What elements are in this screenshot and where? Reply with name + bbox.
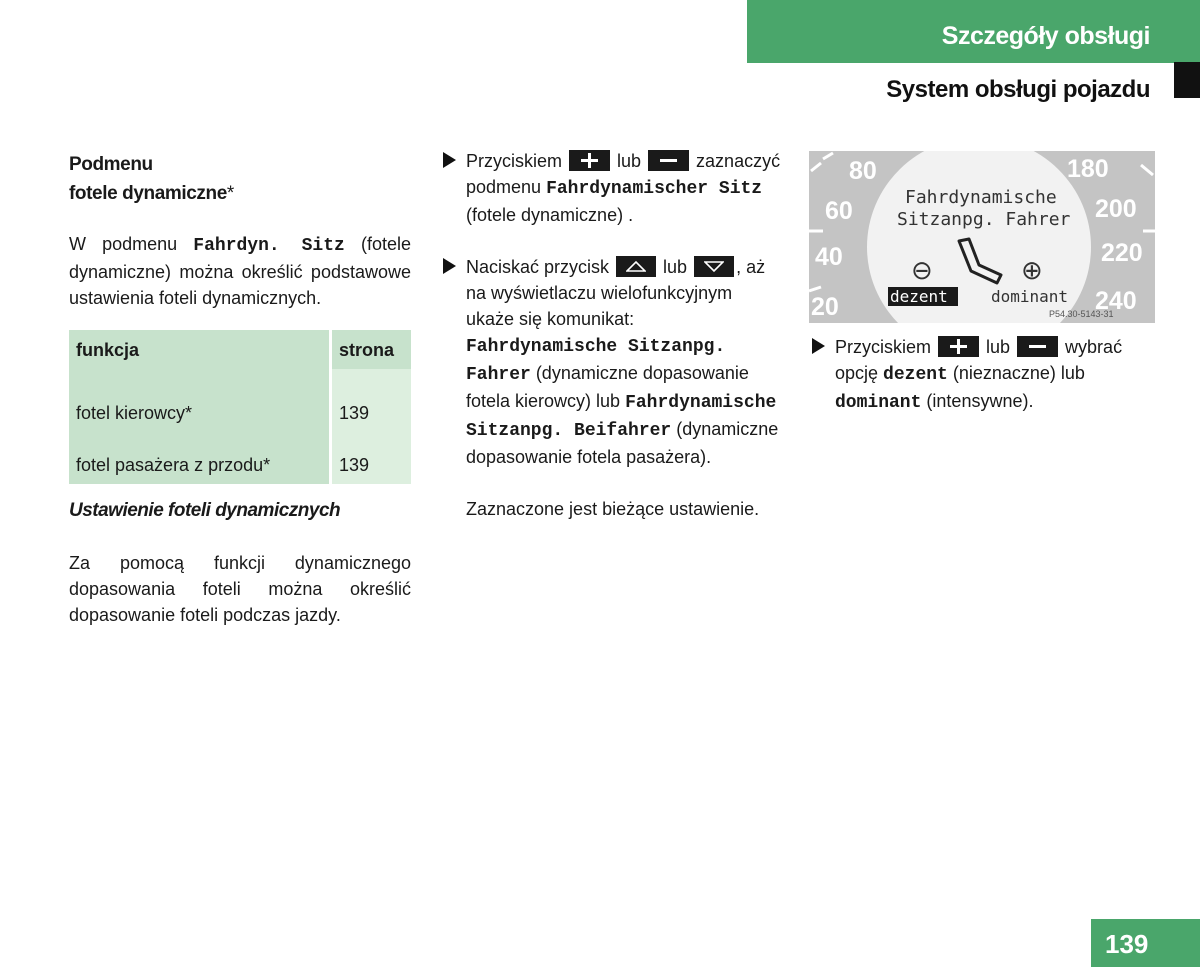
step1-text-or: lub	[612, 151, 647, 171]
left-column	[69, 150, 411, 628]
section-title: Szczegóły obsługi	[941, 22, 1150, 50]
display-option-dominant: dominant	[991, 287, 1069, 306]
subsection-title: System obsługi pojazdu	[886, 76, 1150, 103]
instruction-step-1	[441, 148, 783, 228]
bullet-arrow-icon	[443, 152, 456, 168]
display-message-code: Fahrdynamische Sitzanpg. Beifahrer	[466, 393, 777, 441]
page-number-box	[1091, 919, 1200, 967]
table-header-strona: strona	[331, 330, 412, 369]
bullet-arrow-icon	[443, 258, 456, 274]
middle-column	[441, 148, 783, 522]
step2-text: Naciskać przycisk	[466, 257, 615, 277]
footnote-star: *	[226, 183, 234, 204]
step3-text-or: lub	[981, 337, 1016, 357]
speed-200: 200	[1095, 195, 1137, 223]
step3-text: Przyciskiem	[835, 337, 937, 357]
speed-220: 220	[1101, 239, 1143, 267]
speed-240: 240	[1095, 287, 1137, 315]
step1-text: Przyciskiem	[466, 151, 568, 171]
table-cell-page: 139	[331, 369, 412, 445]
step3-text-4: (intensywne).	[921, 391, 1034, 411]
up-arrow-key-icon	[616, 256, 656, 277]
table-cell-function: fotel kierowcy*	[69, 369, 331, 445]
display-option-dezent: dezent	[890, 287, 948, 306]
instrument-cluster-drawing	[809, 151, 1155, 323]
speed-40: 40	[815, 243, 843, 271]
multifunction-display-image	[809, 151, 1155, 323]
table-header-funkcja: funkcja	[69, 330, 331, 369]
option-code-dezent: dezent	[883, 365, 948, 385]
display-line-2: Sitzanpg. Fahrer	[897, 209, 1071, 230]
submenu-heading-line1: Podmenu	[69, 154, 153, 175]
display-message-code: Fahrdynamische Sitzanpg. Fahrer	[466, 337, 726, 385]
bullet-arrow-icon	[812, 338, 825, 354]
minus-circle-icon: ⊖	[911, 256, 933, 286]
step3-text-2: wybrać opcję	[835, 337, 1123, 383]
plus-circle-icon: ⊕	[1021, 256, 1043, 286]
step1-text-2: zaznaczyć podmenu	[466, 151, 781, 197]
table-cell-page: 139	[331, 445, 412, 484]
section-tab	[747, 0, 1200, 63]
menu-code: Fahrdyn. Sitz	[193, 236, 345, 256]
page-number: 139	[1105, 929, 1149, 959]
function-table	[69, 330, 411, 484]
instruction-step-3	[810, 334, 1155, 416]
right-column	[810, 334, 1155, 416]
figure-reference-code: P54.30-5143-31	[1049, 309, 1114, 319]
plus-key-icon	[569, 150, 610, 171]
submenu-heading-line2: fotele dynamiczne	[69, 183, 227, 204]
intro-text-2: (fotele dynamiczne) można określić podstawowe ustawienia foteli dynamicznych.	[69, 234, 411, 308]
thumb-index-marker	[1174, 62, 1200, 98]
intro-text: W podmenu	[69, 234, 194, 254]
minus-key-icon	[1017, 336, 1058, 357]
step1-text-3: (fotele dynamiczne) .	[466, 205, 634, 225]
step2-text-4: (dynamiczne dopasowanie fotela pasażera).	[466, 419, 779, 467]
intro-paragraph	[69, 231, 411, 311]
table-row	[69, 445, 411, 484]
speed-60: 60	[825, 197, 853, 225]
speed-20: 20	[811, 293, 839, 321]
plus-key-icon	[938, 336, 979, 357]
down-arrow-key-icon	[694, 256, 734, 277]
table-header-row	[69, 330, 411, 369]
note-text: Zaznaczone jest bieżące ustawienie.	[466, 499, 760, 519]
table-row	[69, 369, 411, 445]
step2-text-or: lub	[658, 257, 693, 277]
table-cell-function: fotel pasażera z przodu*	[69, 445, 331, 484]
step3-text-3: (nieznaczne) lub	[947, 363, 1085, 383]
instruction-step-2	[441, 254, 783, 470]
step2-text-3: (dynamiczne dopasowanie fotela kierowcy) lub	[466, 363, 749, 411]
step2-text-2: , aż na wyświetlaczu wielofunkcyjnym ukaże się komunikat:	[466, 257, 766, 329]
submenu-heading	[69, 150, 411, 208]
speed-180: 180	[1067, 155, 1109, 183]
section-heading: Ustawienie foteli dynamicznych	[69, 500, 341, 521]
speed-80: 80	[849, 157, 877, 185]
minus-key-icon	[648, 150, 689, 171]
menu-code: Fahrdynamischer Sitz	[546, 179, 763, 199]
display-line-1: Fahrdynamische	[905, 187, 1057, 208]
option-code-dominant: dominant	[835, 393, 922, 413]
section-paragraph: Za pomocą funkcji dynamicznego dopasowania foteli można określić dopasowanie foteli podczas jazdy.	[69, 553, 411, 625]
